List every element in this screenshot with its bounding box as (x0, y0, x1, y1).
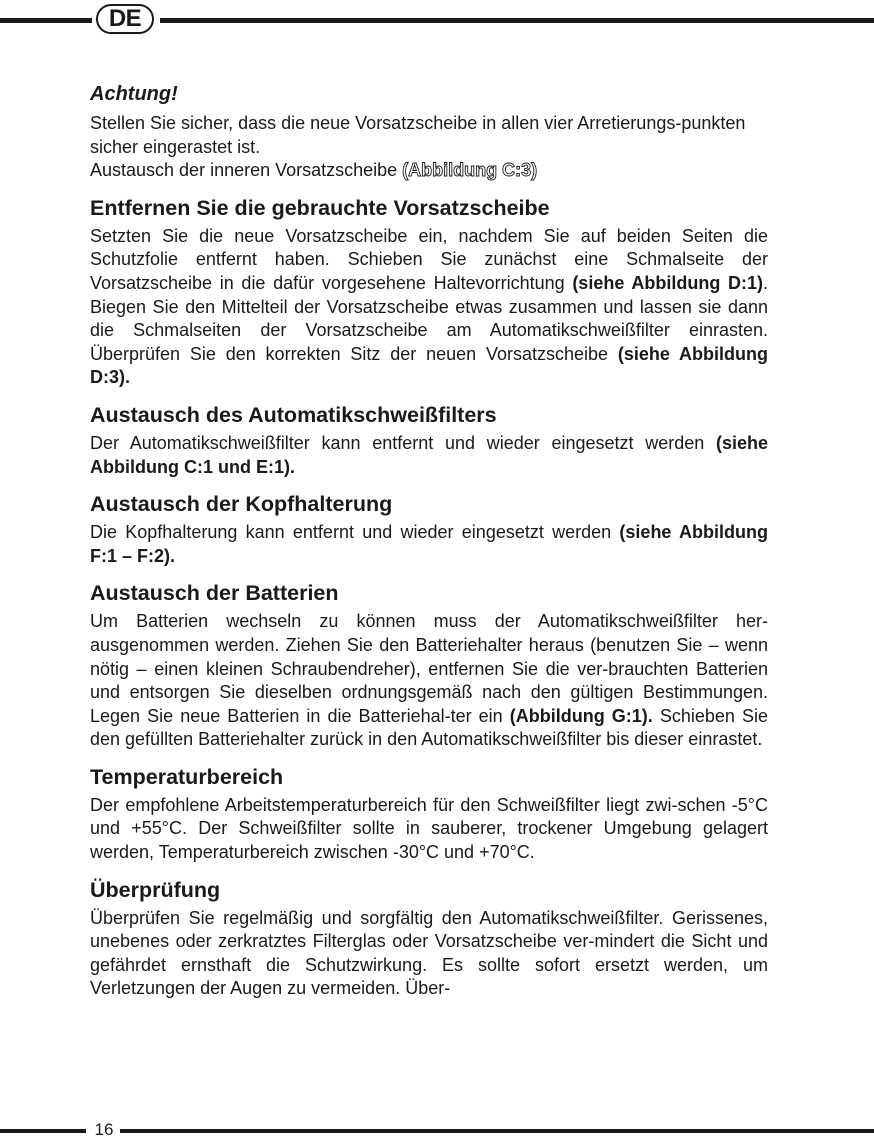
section-text-part: Die Kopfhalterung kann entfernt und wieder eingesetzt werden (90, 522, 620, 543)
page-number: 16 (94, 1120, 114, 1139)
figure-reference: (siehe Abbildung D:3). (90, 343, 768, 388)
section-text-remove-cover-lens (90, 225, 768, 390)
header-rule-right (160, 18, 874, 23)
section-text-part: Setzten Sie die neue Vorsatzscheibe ein, nachdem Sie auf beiden Seiten die Schutzfolie entfernt haben. Schieben Sie zunächst eine Schmalseite der Vorsatzscheibe in die dafür vorgesehene Haltevorrichtung (90, 225, 768, 293)
notice-line-2: Austausch der inneren Vorsatzscheibe (90, 160, 403, 181)
footer-rule-left (0, 1129, 86, 1133)
section-text-temperature-range: Der empfohlene Arbeitstemperaturbereich für den Schweißfilter liegt zwi-schen -5°C und +55°C. Der Schweißfilter sollte in sauberer, trockener Umgebung gelagert werden, Temperaturbereich zwischen -30°C und +70°C. (90, 794, 768, 863)
figure-reference: (Abbildung G:1). (509, 705, 653, 726)
section-text-part: Der Automatikschweißfilter kann entfernt und wieder eingesetzt werden (90, 432, 716, 453)
figure-reference: (siehe Abbildung D:1) (572, 272, 763, 293)
section-heading-inspection: Überprüfung (90, 877, 221, 902)
page-content (90, 80, 768, 1001)
section-text-part: Schieben Sie den gefüllten Batteriehalter zurück in den Automatikschweißfilter bis dieser einrastet. (90, 705, 768, 750)
section-heading-remove-cover-lens: Entfernen Sie die gebrauchte Vorsatzscheibe (90, 195, 550, 220)
section-heading-replace-headgear: Austausch der Kopfhalterung (90, 492, 393, 517)
section-text-part: . Biegen Sie den Mittelteil der Vorsatzscheibe etwas zusammen und lassen sie dann die Schmalseiten der Vorsatzscheibe am Automatikschweißfilter einrasten. Überprüfen Sie den korrekten Sitz der neuen Vorsatzscheibe (90, 272, 768, 364)
notice-line-1: Stellen Sie sicher, dass die neue Vorsatzscheibe in allen vier Arretierungs-punkten sicher eingerastet ist. (90, 113, 746, 157)
figure-reference: (siehe Abbildung F:1 – F:2). (90, 522, 769, 566)
language-badge: DE (96, 4, 154, 34)
notice-figure-reference: (Abbildung C:3) (402, 160, 538, 181)
figure-reference: (siehe Abbildung C:1 und E:1). (90, 432, 768, 477)
notice-title: Achtung! (90, 83, 178, 105)
header-rule-left (0, 18, 92, 23)
notice-text (90, 112, 768, 183)
section-text-inspection: Überprüfen Sie regelmäßig und sorgfältig den Automatikschweißfilter. Gerissenes, unebenes oder zerkratztes Filterglas oder Vorsatzscheibe ver-mindert die Sicht und gefährdet ernsthaft die Schutzwirkung. Es sollte sofort ersetzt werden, um Verletzungen der Augen zu vermeiden. Über- (90, 907, 768, 999)
footer-rule-right (120, 1129, 874, 1133)
section-text-replace-batteries (90, 610, 768, 752)
section-text-replace-headgear (90, 521, 768, 568)
section-text-part: Um Batterien wechseln zu können muss der Automatikschweißfilter her-ausgenommen werden. Ziehen Sie den Batteriehalter heraus (benutzen Sie – wenn nötig – einen kleinen Schraubendreher), entfernen Sie die ver-brauchten Batterien und entsorgen Sie dieselben ordnungsgemäß nach den gültigen Bestimmungen. Legen Sie neue Batterien in die Batteriehal-ter ein (90, 611, 768, 726)
section-heading-replace-batteries: Austausch der Batterien (90, 581, 339, 606)
section-heading-replace-filter: Austausch des Automatikschweißfilters (90, 402, 497, 427)
section-text-replace-filter (90, 432, 768, 479)
section-heading-temperature-range: Temperaturbereich (90, 764, 284, 789)
